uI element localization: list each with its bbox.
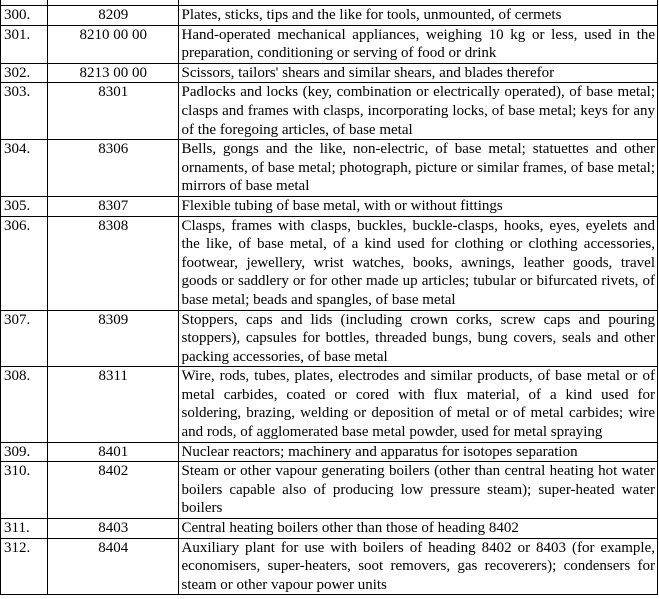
product-description: Auxiliary plant for use with boilers of heading 8402 or 8403 (for example, economisers, super-heaters, soot removers, gas recoverers); condensers for steam or other vapour power units [178,538,658,595]
table-row [1,538,658,595]
hs-code: 8309 [47,310,178,367]
hs-code: 8307 [47,196,178,216]
product-description: Flexible tubing of base metal, with or without fittings [178,196,658,216]
row-number: 311. [1,519,48,539]
row-number: 305. [1,196,48,216]
row-number: 300. [1,6,48,26]
hs-code: 8403 [47,519,178,539]
product-description: Central heating boilers other than those of heading 8402 [178,519,658,539]
product-description: Plates, sticks, tips and the like for tools, unmounted, of cermets [178,6,658,26]
table-row [1,367,658,442]
table-row [1,83,658,140]
product-description: Wire, rods, tubes, plates, electrodes and similar products, of base metal or of metal carbides, coated or cored with flux material, of a kind used for soldering, brazing, welding or deposition of metal or of metal carbides; wire and rods, of agglomerated base metal powder, used for metal spraying [178,367,658,442]
table-row [1,519,658,539]
row-number: 306. [1,216,48,310]
table-row [1,310,658,367]
table-row [1,6,658,26]
row-number: 303. [1,83,48,140]
table-row [1,216,658,310]
row-number: 309. [1,442,48,462]
product-description: Bells, gongs and the like, non-electric, of base metal; statuettes and other ornaments, of base metal; photograph, picture or similar frames, of base metal; mirrors of base metal [178,140,658,197]
table-row [1,25,658,63]
table-row [1,63,658,83]
product-description: Clasps, frames with clasps, buckles, buckle-clasps, hooks, eyes, eyelets and the like, of base metal, of a kind used for clothing or clothing accessories, footwear, jewellery, wrist watches, books, awnings, leather goods, travel goods or saddlery or for other made up articles; tubular or bifurcated rivets, of base metal; beads and spangles, of base metal [178,216,658,310]
hs-code: 8401 [47,442,178,462]
hs-code: 8311 [47,367,178,442]
row-number: 302. [1,63,48,83]
hs-code: 8301 [47,83,178,140]
table-row [1,462,658,519]
product-description: Steam or other vapour generating boilers (other than central heating hot water boilers capable also of producing low pressure steam); super-heated water boilers [178,462,658,519]
product-description: Nuclear reactors; machinery and apparatus for isotopes separation [178,442,658,462]
hs-code: 8209 [47,6,178,26]
row-number: 307. [1,310,48,367]
hs-code: 8306 [47,140,178,197]
product-description: Padlocks and locks (key, combination or electrically operated), of base metal; clasps and frames with clasps, incorporating locks, of base metal; keys for any of the foregoing articles, of base metal [178,83,658,140]
table-row [1,140,658,197]
hs-code: 8404 [47,538,178,595]
row-number: 304. [1,140,48,197]
hs-code: 8402 [47,462,178,519]
row-number: 301. [1,25,48,63]
row-number: 310. [1,462,48,519]
hs-code: 8308 [47,216,178,310]
table-row [1,196,658,216]
product-description: Hand-operated mechanical appliances, weighing 10 kg or less, used in the preparation, conditioning or serving of food or drink [178,25,658,63]
product-description: Scissors, tailors' shears and similar shears, and blades therefor [178,63,658,83]
table-row [1,442,658,462]
hs-code: 8210 00 00 [47,25,178,63]
row-number: 312. [1,538,48,595]
product-description: Stoppers, caps and lids (including crown corks, screw caps and pouring stoppers), capsules for bottles, threaded bungs, bung covers, seals and other packing accessories, of base metal [178,310,658,367]
hs-code: 8213 00 00 [47,63,178,83]
row-number: 308. [1,367,48,442]
